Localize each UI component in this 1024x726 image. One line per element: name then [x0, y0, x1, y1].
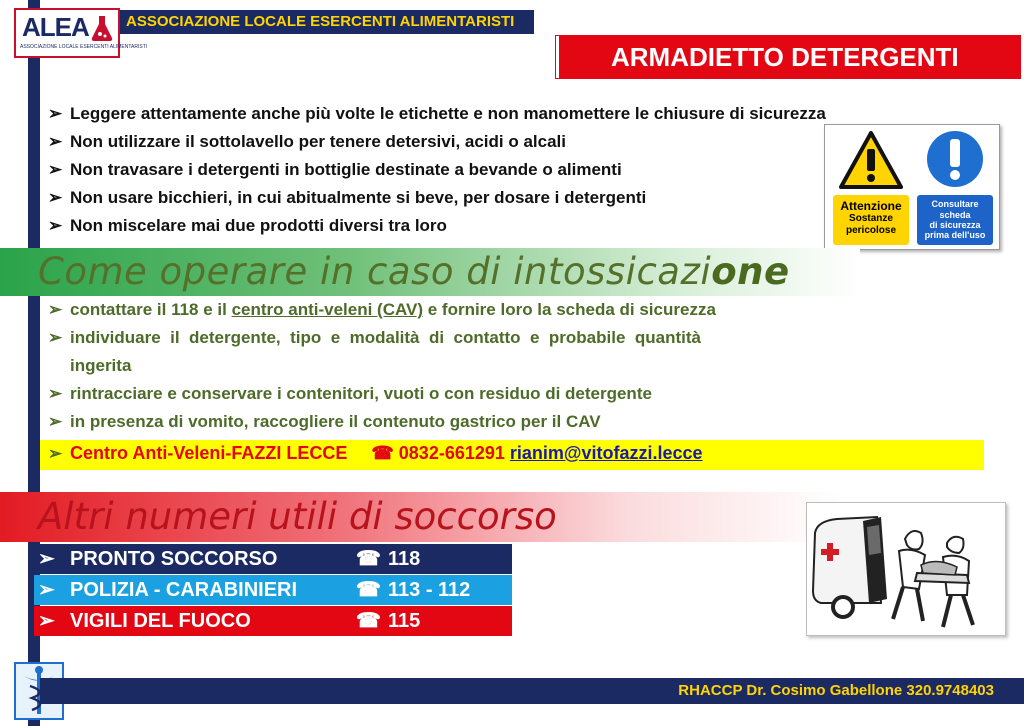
arrow-bullet-icon: ➢ [48, 160, 63, 179]
info-line4: prima dell'uso [924, 230, 986, 240]
arrow-bullet-icon: ➢ [48, 188, 63, 207]
arrow-bullet-icon: ➢ [48, 328, 63, 347]
info-label [917, 195, 993, 245]
list-item [48, 384, 652, 404]
phone-icon: ☎ [356, 579, 381, 601]
cav-name: Centro Anti-Veleni-FAZZI LECCE [70, 443, 348, 463]
phone-icon: ☎ [356, 610, 381, 632]
arrow-bullet-icon: ➢ [48, 444, 63, 463]
phone-icon: ☎ [356, 548, 381, 570]
phone-icon: ☎ [371, 443, 394, 463]
cav-email[interactable]: rianim@vitofazzi.lecce [509, 443, 703, 463]
ambulance-illustration [806, 502, 1006, 636]
rule-text: Leggere attentamente anche più volte le etichette e non manomettere le chiusure di sicurezza [70, 104, 826, 123]
emergency-label: VIGILI DEL FUOCO [70, 610, 251, 632]
step2-line2: ingerita [70, 356, 132, 375]
flask-icon [90, 14, 114, 42]
info-line1: Consultare [931, 199, 979, 209]
arrow-bullet-icon: ➢ [38, 579, 55, 601]
arrow-bullet-icon: ➢ [38, 610, 55, 632]
warning-line2: Sostanze [849, 213, 893, 224]
cav-contact [48, 443, 703, 464]
logo-text: ALEA [22, 12, 89, 42]
emergency-label: POLIZIA - CARABINIERI [70, 579, 298, 601]
warning-line1: Attenzione [840, 199, 902, 213]
ambulance-icon [807, 503, 1007, 637]
list-item [48, 300, 716, 320]
rule-text: Non travasare i detergenti in bottiglie destinate a bevande o alimenti [70, 160, 622, 179]
intoxication-title-end: one [711, 250, 790, 293]
info-line2: scheda [939, 210, 971, 220]
intoxication-title [38, 248, 790, 296]
rule-text: Non utilizzare il sottolavello per tenere detersivi, acidi o alcali [70, 132, 566, 151]
emergency-row-vigili-del-fuoco [34, 606, 512, 636]
info-exclamation-icon [925, 129, 985, 189]
info-line3: di sicurezza [929, 220, 981, 230]
emergency-row-polizia [34, 575, 512, 605]
warning-label [833, 195, 909, 245]
emergency-label: PRONTO SOCCORSO [70, 548, 278, 570]
list-item [48, 132, 566, 152]
step1-pre: contattare il 118 e il [70, 300, 232, 319]
list-item [48, 104, 826, 124]
step1-post: e fornire loro la scheda di sicurezza [423, 300, 716, 319]
arrow-bullet-icon: ➢ [48, 412, 63, 431]
arrow-bullet-icon: ➢ [48, 216, 63, 235]
intoxication-title-main: Come operare in caso di intossicazi [38, 250, 712, 293]
step2-line1: individuare il detergente, tipo e modalità di contatto e probabile quantità [70, 328, 701, 347]
arrow-bullet-icon: ➢ [48, 132, 63, 151]
emergency-row-pronto-soccorso [34, 544, 512, 574]
arrow-bullet-icon: ➢ [48, 300, 63, 319]
cav-link[interactable]: centro anti-veleni (CAV) [231, 300, 424, 319]
cav-phone[interactable]: 0832-661291 [398, 443, 505, 463]
safety-signs [824, 124, 1000, 250]
rule-text: Non usare bicchieri, in cui abitualmente si beve, per dosare i detergenti [70, 188, 647, 207]
list-item [48, 412, 601, 432]
emergency-title: Altri numeri utili di soccorso [38, 495, 557, 538]
association-name: ASSOCIAZIONE LOCALE ESERCENTI ALIMENTARISTI [120, 10, 534, 34]
alea-logo [14, 8, 148, 58]
emergency-number[interactable]: 113 - 112 [388, 579, 471, 601]
emergency-number[interactable]: 115 [388, 610, 421, 632]
footer-contact: RHACCP Dr. Cosimo Gabellone 320.9748403 [678, 682, 994, 699]
warning-triangle-icon [839, 131, 903, 191]
step4-text: in presenza di vomito, raccogliere il contenuto gastrico per il CAV [70, 412, 601, 431]
logo-subtext: ASSOCIAZIONE LOCALE ESERCENTI ALIMENTARISTI [20, 44, 148, 50]
list-item [48, 188, 646, 208]
list-item [48, 328, 701, 348]
page-title: ARMADIETTO DETERGENTI [556, 36, 1020, 78]
arrow-bullet-icon: ➢ [38, 548, 55, 570]
list-item-continuation [70, 356, 131, 376]
emergency-number[interactable]: 118 [388, 548, 421, 570]
arrow-bullet-icon: ➢ [48, 384, 63, 403]
warning-line3: pericolose [845, 225, 897, 236]
rule-text: Non miscelare mai due prodotti diversi tra loro [70, 216, 447, 235]
list-item [48, 216, 447, 236]
arrow-bullet-icon: ➢ [48, 104, 63, 123]
list-item [48, 160, 622, 180]
step3-text: rintracciare e conservare i contenitori, vuoti o con residuo di detergente [70, 384, 652, 403]
